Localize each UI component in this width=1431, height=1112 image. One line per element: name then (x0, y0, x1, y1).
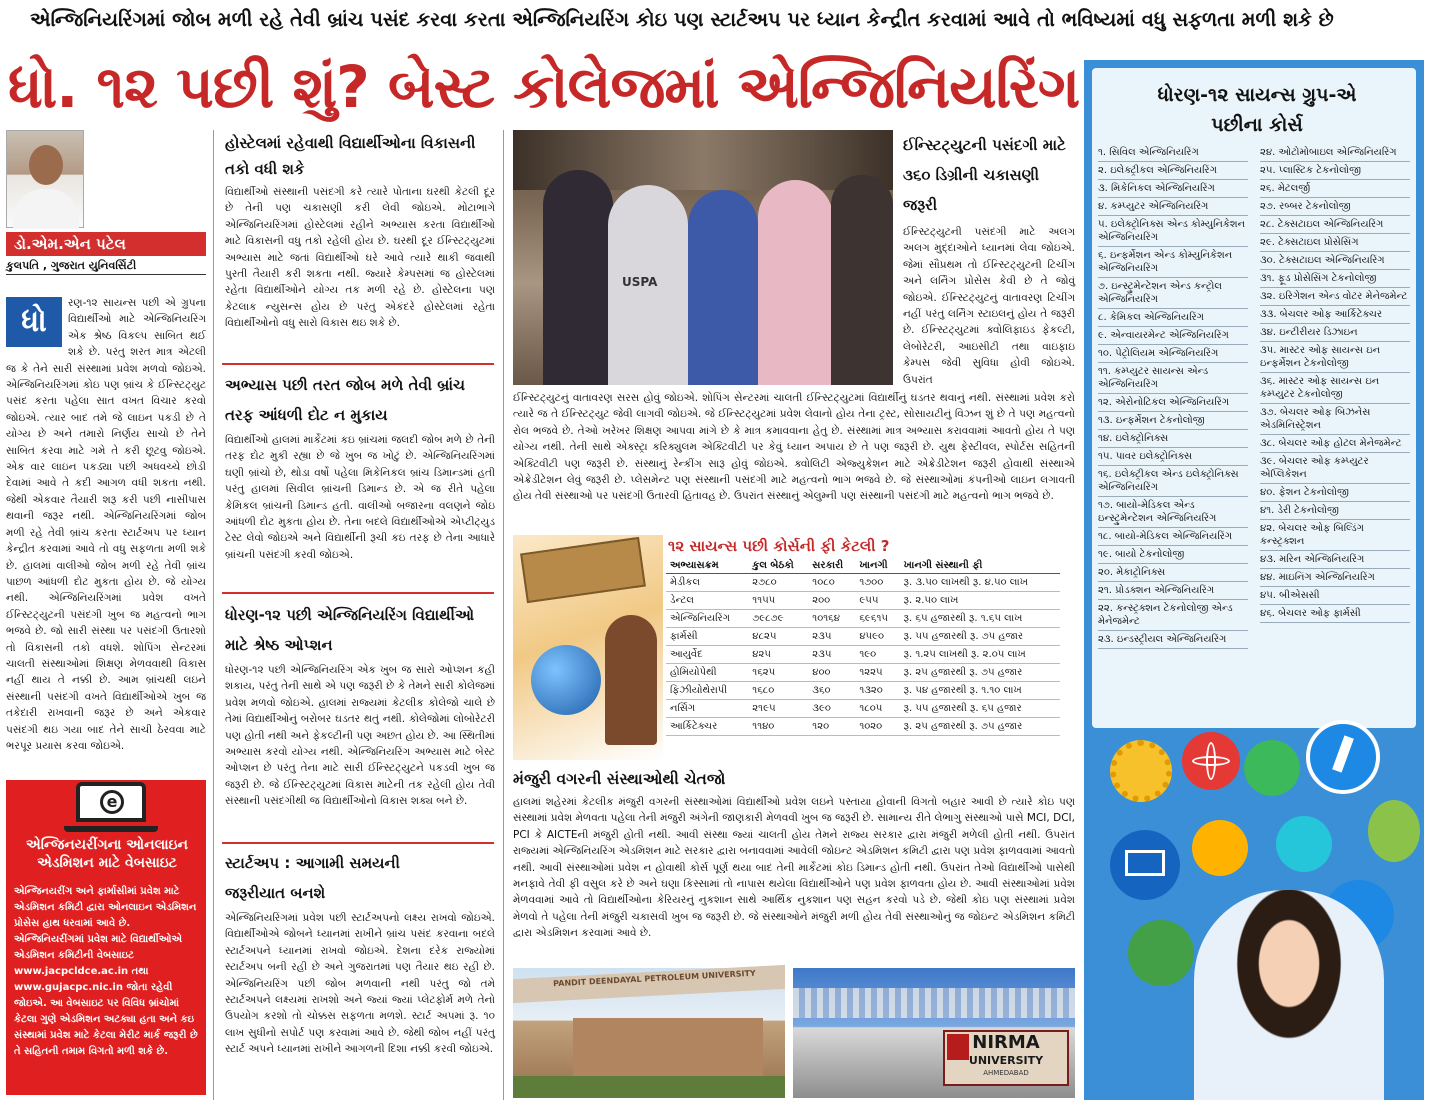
fees-header-cell: ખાનગી સંસ્થાની ફી (900, 558, 1060, 574)
table-cell: ૬૯૬૧૫ (855, 610, 899, 628)
startup-title: સ્ટાર્ટઅપ : આગામી સમયની જરૂરીયાત બનશે (225, 854, 400, 902)
list-item: ૮. કેમિકલ એન્જિનિયરિંગ (1098, 309, 1248, 327)
table-row (666, 646, 1060, 664)
nirma-sub: UNIVERSITY (968, 1054, 1044, 1067)
table-cell: ૧૧૫૫ (748, 592, 808, 610)
table-cell: ૧૯૦ (855, 646, 899, 664)
table-row (666, 610, 1060, 628)
courses-title: ધોરણ-૧૨ સાયન્સ ગ્રુપ-એ પછીના કોર્સ (1157, 84, 1357, 136)
courses-panel (1084, 60, 1424, 1100)
money-illustration (513, 535, 663, 760)
table-cell: મેડીકલ (666, 574, 748, 592)
table-cell: રૂ. ૫૫ હજારથી રૂ. ૭૫ હજાર (900, 628, 1060, 646)
job-section (225, 370, 495, 580)
list-item: ૩૦. ટેક્સટાઇલ એન્જિનિયરિંગ (1260, 252, 1410, 270)
student-figure (543, 170, 613, 385)
laptop-icon: e (76, 782, 146, 822)
hostel-section (225, 130, 495, 349)
table-cell: ૪૨૫ (748, 646, 808, 664)
kicker: એન્જિનિયરિંગમાં જોબ મળી રહે તેવી બ્રાંચ પસંદ કરવા કરતા એન્જિનિયરિંગ કોઇ પણ સ્ટાર્ટઅપ પર ધ્યાન કેન્દ્રીત કરવામાં આવે તો ભવિષ્યમાં વધુ સફળતા મળી શકે છે (30, 8, 1334, 31)
fees-header-cell: સરકારી (808, 558, 855, 574)
gear-icon (1110, 740, 1172, 802)
author-photo (6, 130, 84, 228)
list-item: ૧૫. પાવર ઇલેક્ટ્રોનિક્સ (1098, 448, 1248, 466)
table-cell: હોમિયોપેથી (666, 664, 748, 682)
list-item: ૧. સિવિલ એન્જિનિયરિંગ (1098, 144, 1248, 162)
table-cell: ફાર્મસી (666, 628, 748, 646)
table-cell: ૪૫૯૦ (855, 628, 899, 646)
list-item: ૨૮. ટેક્સટાઇલ એન્જિનિયરિંગ (1260, 216, 1410, 234)
nirma-campus-photo (793, 968, 1075, 1098)
student-figure (688, 190, 758, 385)
author-shirt (13, 189, 79, 229)
unrecognized-title: મંજુરી વગરની સંસ્થાઓથી ચેતજો (513, 770, 726, 788)
divider (222, 842, 494, 844)
student-figure (831, 175, 893, 385)
list-item: ૯. એન્વાયરમેન્ટ એન્જિનિયરિંગ (1098, 327, 1248, 345)
tube-icon (1276, 816, 1332, 872)
option-text: ધોરણ-૧૨ પછી એન્જિનિયરિંગ એક ખુબ જ સારો ઓપ્શન કહી શકાય, પરંતુ તેની સાથે એ પણ જરૂરી છે કે તેમને સારી કોલેજમાં પ્રવેશ મળવો જોઇએ. હાલમાં રાજ્યમાં કેટલીક કોલેજો ચાલે છે તેમાં વિદ્યાર્થીઓનું બરોબર ઘડતર થતું નથી. કોલેજોમાં લોબોરેટરી પણ હોતી નથી અને ફેકલ્ટીની પણ અછત હોય છે. આ સ્થિતીમાં અભ્યાસ કરવો યોગ્ય નથી. એન્જિનિયરિંગ અભ્યાસ માટે બેસ્ટ ઓપ્શન છે પરંતુ તેના માટે સારી ઈન્સ્ટિટ્યુટને પકડવી ખુબ જ જરૂરી છે. જે ઈન્સ્ટિટ્યુટમાં વિકાસ માટેની તક રહેલી હોય તેવી સંસ્થાની પસંદગીથી જ વિદ્યાર્થીઓનો વિકાસ શક્ય બને છે. (225, 664, 495, 808)
online-text (14, 884, 202, 1090)
divider (222, 592, 494, 594)
online-text-mid: તથા (131, 966, 149, 977)
list-item: ૩૮. બેચલર ઓફ હોટલ મેનેજમેન્ટ (1260, 435, 1410, 453)
list-item: ૩૭. બેચલર ઓફ બિઝનેસ એડમિનિસ્ટ્રેશન (1260, 404, 1410, 435)
table-cell: ૨૭૮૦ (748, 574, 808, 592)
table-row (666, 592, 1060, 610)
table-cell: ૧૨૨૫ (855, 664, 899, 682)
list-item: ૩. મિકેનિકલ એન્જિનિયરિંગ (1098, 180, 1248, 198)
list-item: ૨. ઇલેક્ટ્રીકલ એન્જિનિયરિંગ (1098, 162, 1248, 180)
list-item: ૪૩. મરિન એન્જિનિયરિંગ (1260, 551, 1410, 569)
unrecognized-text: હાલમાં શહેરમાં કેટલીક મંજુરી વગરની સંસ્થાઓમાં વિદ્યાર્થીઓ પ્રવેશ લઇને પસ્તાયા હોવાની વિગતો બહાર આવી છે ત્યારે કોઇ પણ સંસ્થામાં પ્રવેશ મેળવતા પહેલા તેની મંજુરી અંગેની જાણકારી મેળવવી ખુબ જ જરૂરી છે. સામાન્ય રીતે લેભાગુ સંસ્થાઓ પાસે MCI, DCI, PCI કે AICTEની મંજુરી હોતી નથી. આવી સંસ્થા જ્યાં ચાલતી હોય તેમને રાજ્ય સરકાર દ્વારા મંજુરી મળેલી હોતી નથી. ઉપરાંત રાજ્યમાં એન્જિનિયરિંગ એડમિશન માટે સરકાર દ્વારા બનાવવામાં આવેલી જોઇન્ટ એડમિશન કમિટી દ્વારા પણ પ્રવેશ ફાળવવામાં આવતો નથી. આવી સંસ્થાઓમાં પ્રવેશ ન હોવાથી કોર્સ પૂર્ણ થયા બાદ તેની માર્કેટમાં કોઇ ડિમાન્ડ હોતી નથી. ઉપરાંત તેઓ વિદ્યાર્થીઓ પાસેથી મનફાવે તેવી ફી વસુલ કરે છે અને ઘણા કિસ્સામાં તો નાપાસ થયેલા વિદ્યાર્થીઓને પણ પ્રવેશ ફાળવતા હોય છે. આવી સંસ્થાઓમાં પ્રવેશ મેળવવામાં આવે તો વિદ્યાર્થીઓના કેરિયરનું નુકશાન સાથે આર્થિક નુકશાન પણ સહન કરવો પડે છે. જેથી કોઇ પણ સંસ્થામાં પ્રવેશ મેળવો તે પહેલા તેની મંજુરી ચકાસવી ખુબ જ જરૂરી છે. જે સંસ્થાઓને મંજુરી મળી હોય તેવી સંસ્થાઓનું જ જોઇન્ટ એડમિશન કમિટી દ્વારા એડમિશન કરવામાં આવે છે. (513, 796, 1075, 940)
list-item: ૪૪. માઇનિંગ એન્જિનિયરિંગ (1260, 569, 1410, 587)
list-item: ૨૯. ટેક્સટાઇલ પ્રોસેસિંગ (1260, 234, 1410, 252)
pdpu-gate-text: PANDIT DEENDAYAL PETROLEUM UNIVERSITY (552, 968, 756, 989)
list-item: ૧૮. બાયો-મેડિકલ એન્જિનિયરિંગ (1098, 528, 1248, 546)
table-cell: રૂ. ૬૫ હજારથી રૂ. ૧.૬૫ લાખ (900, 610, 1060, 628)
fees-header-cell: ખાનગી (855, 558, 899, 574)
list-item: ૧૨. એરોનોટિકલ એન્જિનિયરિંગ (1098, 394, 1248, 412)
banknote-icon (520, 537, 646, 603)
laptop-base (64, 826, 158, 832)
table-cell: ૧૦૧૬૪ (808, 610, 855, 628)
table-cell: ૯૫૫ (855, 592, 899, 610)
author-face (29, 145, 63, 185)
table-cell: ૧૦૨૦ (855, 718, 899, 736)
canopy-structure (793, 988, 1075, 1018)
table-cell: રૂ. ૧.૨૫ લાખથી રૂ. ૨.૦૫ લાખ (900, 646, 1060, 664)
table-cell: ૧૬૮૦ (748, 682, 808, 700)
list-item: ૧૬. ઇલેક્ટ્રીકલ એન્ડ ઇલેક્ટ્રોનિક્સ એન્જિનિયરિંગ (1098, 466, 1248, 497)
list-item: ૨૬. મેટલર્જી (1260, 180, 1410, 198)
list-item: ૩૧. ફૂડ પ્રોસેસિંગ ટેકનોલોજી (1260, 270, 1410, 288)
students-photo (513, 130, 893, 385)
hostel-text: વિદ્યાર્થીઓ સંસ્થાની પસંદગી કરે ત્યારે પોતાના ઘરથી કેટલી દૂર છે તેની પણ ચકાસણી કરી લેવી જોઇએ. મોટાભાગે એન્જિનિયરિંગમાં હોસ્ટેલમાં રહીને અભ્યાસ કરતા વિદ્યાર્થીઓ માટે વિકાસની વધુ તકો રહેલી હોય છે. ઘરથી દૂર ઈન્સ્ટિટ્યુટમાં અભ્યાસ માટે જતાં વિદ્યાર્થીઓ ઘરે આવે ત્યારે થાકી જવાથી પુરતી તૈયારી કરી શકતા નથી. જ્યારે કેમ્પસમાં જ હોસ્ટેલમાં રહેતા વિદ્યાર્થીઓને યોગ્ય તક મળી રહે છે. હોસ્ટેલના પણ કેટલાક ન્યુસન્સ હોય છે પરંતુ એકંદરે હોસ્ટેલમાં રહેતા વિદ્યાર્થીઓનો વધુ સારો વિકાસ થઇ શકે છે. (225, 186, 495, 330)
list-item: ૧૪. ઇલેક્ટ્રોનિક્સ (1098, 430, 1248, 448)
fees-title: ૧૨ સાયન્સ પછી કોર્સની ફી કેટલી ? (668, 537, 890, 555)
option-section (225, 600, 495, 842)
pdpu-campus-photo (513, 968, 785, 1098)
list-item: ૩૩. બેચલર ઓફ આર્કિટેક્ચર (1260, 306, 1410, 324)
table-cell: ડેન્ટલ (666, 592, 748, 610)
table-cell: રૂ. ૨.૫૦ લાખ (900, 592, 1060, 610)
institute-title: ઈન્સ્ટિટ્યુટની પસંદગી માટે ૩૬૦ ડિગ્રીની ચકાસણી જરૂરી (903, 136, 1066, 214)
column-divider (503, 130, 504, 1100)
table-cell: ૪૮૨૫ (748, 628, 808, 646)
flask-icon (1368, 800, 1420, 862)
list-item: ૨૭. રબ્બર ટેકનોલોજી (1260, 198, 1410, 216)
table-cell: એન્જિનિયરિંગ (666, 610, 748, 628)
table-row (666, 718, 1060, 736)
table-cell: નર્સિંગ (666, 700, 748, 718)
fees-header-cell: કુલ બેઠકો (748, 558, 808, 574)
job-title: અભ્યાસ પછી તરત જોબ મળે તેવી બ્રાંચ તરફ આંધળી દોટ ન મુકાય (225, 376, 466, 424)
list-item: ૧૧. કમ્પ્યુટર સાયન્સ એન્ડ એન્જિનિયરિંગ (1098, 363, 1248, 394)
headline: ધો. ૧૨ પછી શું? બેસ્ટ કોલેજમાં એન્જિનિયરિંગ (8, 53, 1080, 121)
online-text-1: એન્જિનયરીંગ અને ફાર્માસીમાં પ્રવેશ માટે એડમિશન કમિટી દ્વારા ઓનલાઇન એડમિશન પ્રોસેસ હાથ ધરવામાં આવે છે. એન્જિનિયરીંગમાં પ્રવેશ માટે વિદ્યાર્થીઓએ એડમિશન કમિટીની વેબસાઇટ (14, 886, 197, 961)
table-cell: રૂ. ૩.૫૦ લાખથી રૂ. ૪.૫૦ લાખ (900, 574, 1060, 592)
courses-list-left (1098, 144, 1248, 649)
table-row (666, 628, 1060, 646)
courses-list-right (1260, 144, 1410, 623)
list-item: ૭. ઇન્સ્ટ્રુમેન્ટેશન એન્ડ કન્ટ્રોલ એન્જિનિયરિંગ (1098, 278, 1248, 309)
table-cell: રૂ. ૫૪ હજારથી રૂ. ૧.૧૦ લાખ (900, 682, 1060, 700)
nirma-city: AHMEDABAD (983, 1069, 1029, 1077)
list-item: ૨૪. ઓટોમોબાઇલ એન્જિનિયરિંગ (1260, 144, 1410, 162)
list-item: ૪૧. ડેરી ટેકનોલોજી (1260, 502, 1410, 520)
list-item: ૨૧. પ્રોડક્શન એન્જિનિયરિંગ (1098, 582, 1248, 600)
option-title: ધોરણ-૧૨ પછી એન્જિનિયરિંગ વિદ્યાર્થીઓ માટે શ્રેષ્ઠ ઓપ્શન (225, 606, 475, 654)
table-cell: ૩૯૦ (808, 700, 855, 718)
nirma-name: NIRMA (972, 1032, 1040, 1053)
table-cell: ૧૩૨૦ (855, 682, 899, 700)
author-name: ડો.એમ.એન પટેલ (6, 232, 206, 256)
table-cell: આયુર્વેદ (666, 646, 748, 664)
table-row (666, 574, 1060, 592)
table-cell: ૨૩૫ (808, 628, 855, 646)
online-text-2: જોતા રહેવી જોઇએ. આ વેબસાઇટ પર વિવિધ બ્રાંચોમાં કેટલા ગુણે એડમિશન અટક્યા હતા અને કઇ સંસ્થામાં પ્રવેશ માટે કેટલા મેરીટ માર્ક જરૂરી છે તે સહિતની તમામ વિગતો મળી શકે છે. (14, 982, 198, 1057)
job-text: વિદ્યાર્થીઓ હાલમાં માર્કેટમાં કઇ બ્રાંચમાં જલદી જોબ મળે છે તેની તરફ દોટ મુકી રહ્યા છે જે ખુબ જ ખોટું છે. એન્જિનિયરિંગમાં ઘણી બ્રાંચો છે, થોડા વર્ષો પહેલા મિકેનિકલ બ્રાંચ ડિમાન્ડમાં હતી પરંતુ હાલમાં સિવીલ બ્રાંચની ડિમાન્ડ છે. એ જ રીતે પહેલા કેમિકલ બ્રાંચની ડિમાન્ડ હતી. વાલીઓ બજારના વલણને જોઇ આંધળી દોટ મુકતા હોય છે. તેના બદલે વિદ્યાર્થીઓએ એપ્ટીટ્યુડ ટેસ્ટ લેવો જોઇએ અને વિદ્યાર્થીની રૂચી કઇ તરફ છે તેના આધારે બ્રાંચની પસંદગી કરવી જોઇએ. (225, 434, 495, 561)
computer-icon (1110, 830, 1180, 900)
lead-text: રણ-૧૨ સાયન્સ પછી એ ગ્રુપના વિદ્યાર્થીઓ માટે એન્જિનિયરિંગ એક શ્રેષ્ઠ વિકલ્પ સાબિત થઈ શકે છે. પરંતુ શરત માત્ર એટલી જ કે તેને સારી સંસ્થામાં પ્રવેશ મળવો જોઇએ. એન્જિનિયરિંગમાં કોઇ પણ બ્રાંચ કે ઈન્સ્ટિટ્યુટ પસંદ કરતા પહેલા સાત વખત વિચાર કરવો જોઇએ. ત્યાર બાદ તમે જે લાઇન પકડી છે તે યોગ્ય છે અને તમારો નિર્ણય સાચો છે તેને સાબિત કરવા માટે ગમે તે કરી છૂટવુ જોઇએ. એક વાર લાઇન પકડ્યા પછી અધવચ્ચે છોડી દેવામાં આવે તે કદી આગળ વધી શકતા નથી. જેથી એકવાર તૈયારી શરૂ કરી પછી નાસીપાસ થવાની જરૂર નથી. એન્જિનિયરિંગમાં જોબ મળી રહે તેવી બ્રાંચ કરતા સ્ટાર્ટઅપ પર ધ્યાન કેન્દ્રીત કરવામાં આવે તો વધુ સફળતા મળી શકે છે. હાલમાં વાલીઓ જોબ મળી રહે તેવી બ્રાંચ પાછળ આંધળી દોટ મુકતા હોય છે. જે યોગ્ય નથી. એન્જિનિયરિંગમાં પ્રવેશ વખતે ઈન્સ્ટિટ્યુટની પસંદગી ખુબ જ મહત્વનો ભાગ ભજવે છે. જો સારી સંસ્થા પર પસંદગી ઉતારશો તો વિકાસની તકો વધશે. શોપિંગ સેન્ટરમાં ચાલતી સંસ્થાઓમાં શિક્ષણ મેળવવાથી વિકાસ નહીં થાય તે નક્કી છે. આમ બ્રાંચથી લઇને સંસ્થાની પસંદગી વખતે વિદ્યાર્થીઓએ ખુબ જ તકેદારી રાખવાની જરૂર છે અને એકવાર પસંદગી થઇ ગયા બાદ તેને સાચી ઠેરવવા માટે ભરપૂર પ્રયાસ કરવા જોઇએ. (6, 297, 206, 752)
website-gujacpc[interactable]: www.gujacpc.nic.in (14, 982, 123, 993)
column-divider (213, 130, 214, 1100)
table-cell: રૂ. ૫૫ હજારથી રૂ. ૬૫ હજાર (900, 700, 1060, 718)
student-illustration (605, 615, 657, 745)
atom-icon (1182, 732, 1240, 790)
institute-section (903, 130, 1075, 386)
student-girl-illustration (1194, 890, 1384, 1100)
beaker-icon (1192, 820, 1248, 876)
microscope-icon (1306, 720, 1380, 794)
table-row (666, 664, 1060, 682)
table-cell: ૨૧૯૫ (748, 700, 808, 718)
globe-icon (531, 645, 601, 715)
author-block (6, 130, 206, 280)
list-item: ૩૪. ઇન્ટીરીયર ડિઝાઇન (1260, 324, 1410, 342)
table-cell: રૂ. ૨૫ હજારથી રૂ. ૭૫ હજાર (900, 664, 1060, 682)
list-item: ૨૫. પ્લાસ્ટિક ટેકનોલોજી (1260, 162, 1410, 180)
table-cell: ૧૬૨૫ (748, 664, 808, 682)
website-jacpc[interactable]: www.jacpcldce.ac.in (14, 966, 129, 977)
fees-table (666, 558, 1060, 736)
startup-section (225, 848, 495, 1092)
list-item: ૬. ઇન્ફર્મેશન એન્ડ કોમ્યુનિકેશન એન્જિનિયરિંગ (1098, 247, 1248, 278)
list-item: ૫. ઇલેક્ટ્રોનિક્સ એન્ડ કોમ્યુનિકેશન એન્જિનિયરિંગ (1098, 216, 1248, 247)
lead-story (6, 295, 206, 780)
table-cell: ૨૩૫ (808, 646, 855, 664)
list-item: ૧૩. ઇન્ફર્મેશન ટેકનોલોજી (1098, 412, 1248, 430)
list-item: ૩૨. ઇરિગેશન એન્ડ વોટર મેનેજમેન્ટ (1260, 288, 1410, 306)
campus-lawn (513, 1076, 785, 1098)
nirma-logo-icon (947, 1034, 969, 1060)
fees-header-cell: અભ્યાસક્રમ (666, 558, 748, 574)
list-item: ૪૫. બીએસસી (1260, 587, 1410, 605)
campus-building (573, 1018, 763, 1078)
list-item: ૩૬. માસ્ટર ઓફ સાયન્સ ઇન કમ્પ્યુટર ટેકનોલોજી (1260, 373, 1410, 404)
institute-text-continued: ઈન્સ્ટિટ્યુટનું વાતાવરણ સરસ હોવું જોઇએ. શોપિંગ સેન્ટરમાં ચાલતી ઈન્સ્ટિટ્યુટમાં વિદ્યાર્થીનું ઘડતર થવાનું નથી. સંસ્થામાં પ્રવેશ કરો ત્યારે જ તે ઈન્સ્ટિટ્યુટ જેવી લાગવી જોઇએ. જે ઈન્સ્ટિટ્યુટમાં પ્રવેશ લેવાનો હોય તેના ટ્રસ્ટ, સોસાયટીનું વિઝન શું છે તે પણ મહત્વનો રોલ ભજવે છે. તેઓ ખરેખર શિક્ષણ આપવા માંગે છે કે માત્ર કમાવવાના હેતુ છે. સંસ્થામાં માત્ર અભ્યાસ કરાવવામાં આવતો હોય તે પણ યોગ્ય નથી. તેની સાથે એક્સ્ટ્રા કરિક્યુલમ એક્ટિવીટી પર કેવું ધ્યાન અપાય છે તે પણ જરૂરી છે. યુથ ફેસ્ટીવલ, સ્પોર્ટસ સહિતની એક્ટિવીટી પણ જરૂરી છે. સંસ્થાનું રેન્કીંગ સારૂ હોવું જોઇએ. ક્વોલિટી એજ્યુકેશન માટે એક્રેડીટેશન જરૂરી હોવાથી સંસ્થાએ એક્રેડીટેશન લેવું જરૂરી છે. પ્લેસમેન્ટ પણ સંસ્થાની પસંદગી માટે મહત્વનો ભાગ ભજવે છે. જે સંસ્થાઓમાં કંપનીઓ લાઇન લગાવતી હોય તેવી સંસ્થાઓ પર પસંદગી ઉતારવી હિતાવહ છે. ઉપરાંત સંસ્થાનું એલુમ્ની પણ સંસ્થાની પસંદગી માટે મહત્વનો ભાગ ભજવે છે. (513, 392, 1075, 503)
divider (222, 363, 494, 365)
list-item: ૩૯. બેચલર ઓફ કમ્પ્યુટર એપ્લિકેશન (1260, 453, 1410, 484)
table-cell: ૨૦૦ (808, 592, 855, 610)
table-row (666, 700, 1060, 718)
table-cell: ૧૭૦૦ (855, 574, 899, 592)
table-row (666, 682, 1060, 700)
table-cell: ૧૨૦ (808, 718, 855, 736)
list-item: ૨૩. ઇન્ડસ્ટ્રીયલ એન્જિનિયરિંગ (1098, 631, 1248, 649)
student-figure (608, 185, 688, 385)
table-cell: ૧૧૪૦ (748, 718, 808, 736)
list-item: ૪૬. બેચલર ઓફ ફાર્મસી (1260, 605, 1410, 623)
table-cell: ૧૮૦૫ (855, 700, 899, 718)
table-cell: રૂ. ૨૫ હજારથી રૂ. ૭૫ હજાર (900, 718, 1060, 736)
molecule-icon (1244, 740, 1300, 796)
table-cell: ૩૬૦ (808, 682, 855, 700)
list-item: ૨૨. કન્સ્ટ્રક્શન ટેકનોલોજી એન્ડ મેનેજમેન્ટ (1098, 600, 1248, 631)
dna-icon (1128, 920, 1194, 986)
table-cell: ૭૯૮૭૯ (748, 610, 808, 628)
startup-text: એન્જિનિયરિંગમાં પ્રવેશ પછી સ્ટાર્ટઅપનો લક્ષ્ય રાખવો જોઇએ. વિદ્યાર્થીઓએ જોબને ધ્યાનમાં રાખીને બ્રાંચ પસંદ કરવાના બદલે સ્ટાર્ટઅપને ધ્યાનમાં રાખવો જોઇએ. દેશના દરેક રાજ્યોમાં સ્ટાર્ટઅપ બની રહી છે અને ગુજરાતમાં પણ તૈયાર થઇ રહી છે. એન્જિનિયરિંગ પછી જોબ મળવાની નથી પરંતુ જો તમે સ્ટાર્ટઅપને લક્ષ્યમાં રાખશો અને જ્યાં જ્યાં પ્લેટફોર્મ મળે તેનો ઉપયોગ કરશો તો ચોક્કસ સફળતા મળશે. સ્ટાર્ટ અપમાં રૂ. ૧૦ લાખ સુધીનો સપોર્ટ પણ કરવામાં આવે છે. જેથી જોબ નહીં પરંતુ સ્ટાર્ટ અપને ધ્યાનમાં રાખીને આગળની દિશા નક્કી કરવી જોઇએ. (225, 912, 495, 1056)
table-cell: ૪૦૦ (808, 664, 855, 682)
table-cell: ફિઝીયોથેરાપી (666, 682, 748, 700)
list-item: ૩૫. માસ્ટર ઓફ સાયન્સ ઇન ઇન્ફર્મેશન ટેકનોલોજી (1260, 342, 1410, 373)
list-item: ૪. કમ્પ્યુટર એન્જિનિયરિંગ (1098, 198, 1248, 216)
institute-text: ઈન્સ્ટિટ્યુટની પસંદગી માટે અલગ અલગ મુદ્દાઓને ધ્યાનમાં લેવા જોઇએ. જેમાં સૌપ્રથમ તો ઈન્સ્ટિટ્યુટની ટિચીંગ અને લર્નિંગ પ્રોસેસ કેવી છે તે જોવું જોઇએ. ઈન્સ્ટિટ્યુટનું વાતાવરણ ટિચીંગ નહીં પરંતુ લર્નિંગ સ્ટાઇલનું હોય તે જરૂરી છે. ઈન્સ્ટિટ્યુટમાં ક્વોલિફાઇડ ફેકલ્ટી, લેબોરેટરી, આઇસીટી તથા વાઇફાઇ કેમ્પસ જેવી સુવિધા હોવી જોઇએ. ઉપરાંત (903, 226, 1075, 386)
author-title: કુલપતિ , ગુજરાત યુનિવર્સિટી (6, 258, 206, 275)
student-figure (758, 180, 833, 385)
shirt-print: USPA (622, 275, 658, 289)
list-item: ૪૦. ફેશન ટેકનોલોજી (1260, 484, 1410, 502)
online-title: એન્જિનયરીંગના ઓનલાઇન એડમિશન માટે વેબસાઇટ (26, 837, 188, 871)
list-item: ૧૦. પેટ્રોલિયમ એન્જિનિયરિંગ (1098, 345, 1248, 363)
unrecognized-section (513, 768, 1075, 964)
list-item: ૧૭. બાયો-મેડિકલ એન્ડ ઇન્સ્ટ્રુમેન્ટેશન એન્જિનિયરિંગ (1098, 497, 1248, 528)
hostel-title: હોસ્ટેલમાં રહેવાથી વિદ્યાર્થીઓના વિકાસની તકો વધી શકે (225, 134, 476, 178)
table-cell: ૧૦૮૦ (808, 574, 855, 592)
list-item: ૪૨. બેચલર ઓફ બિલ્ડિંગ કન્સ્ટ્રક્શન (1260, 520, 1410, 551)
dropcap: ધો (6, 297, 62, 347)
table-cell: આર્કિટેક્ચર (666, 718, 748, 736)
list-item: ૧૯. બાયો ટેકનોલોજી (1098, 546, 1248, 564)
online-admission-box (6, 780, 206, 1095)
courses-box (1092, 68, 1416, 728)
fees-table-wrap (666, 558, 1060, 736)
list-item: ૨૦. મેકાટ્રોનિક્સ (1098, 564, 1248, 582)
